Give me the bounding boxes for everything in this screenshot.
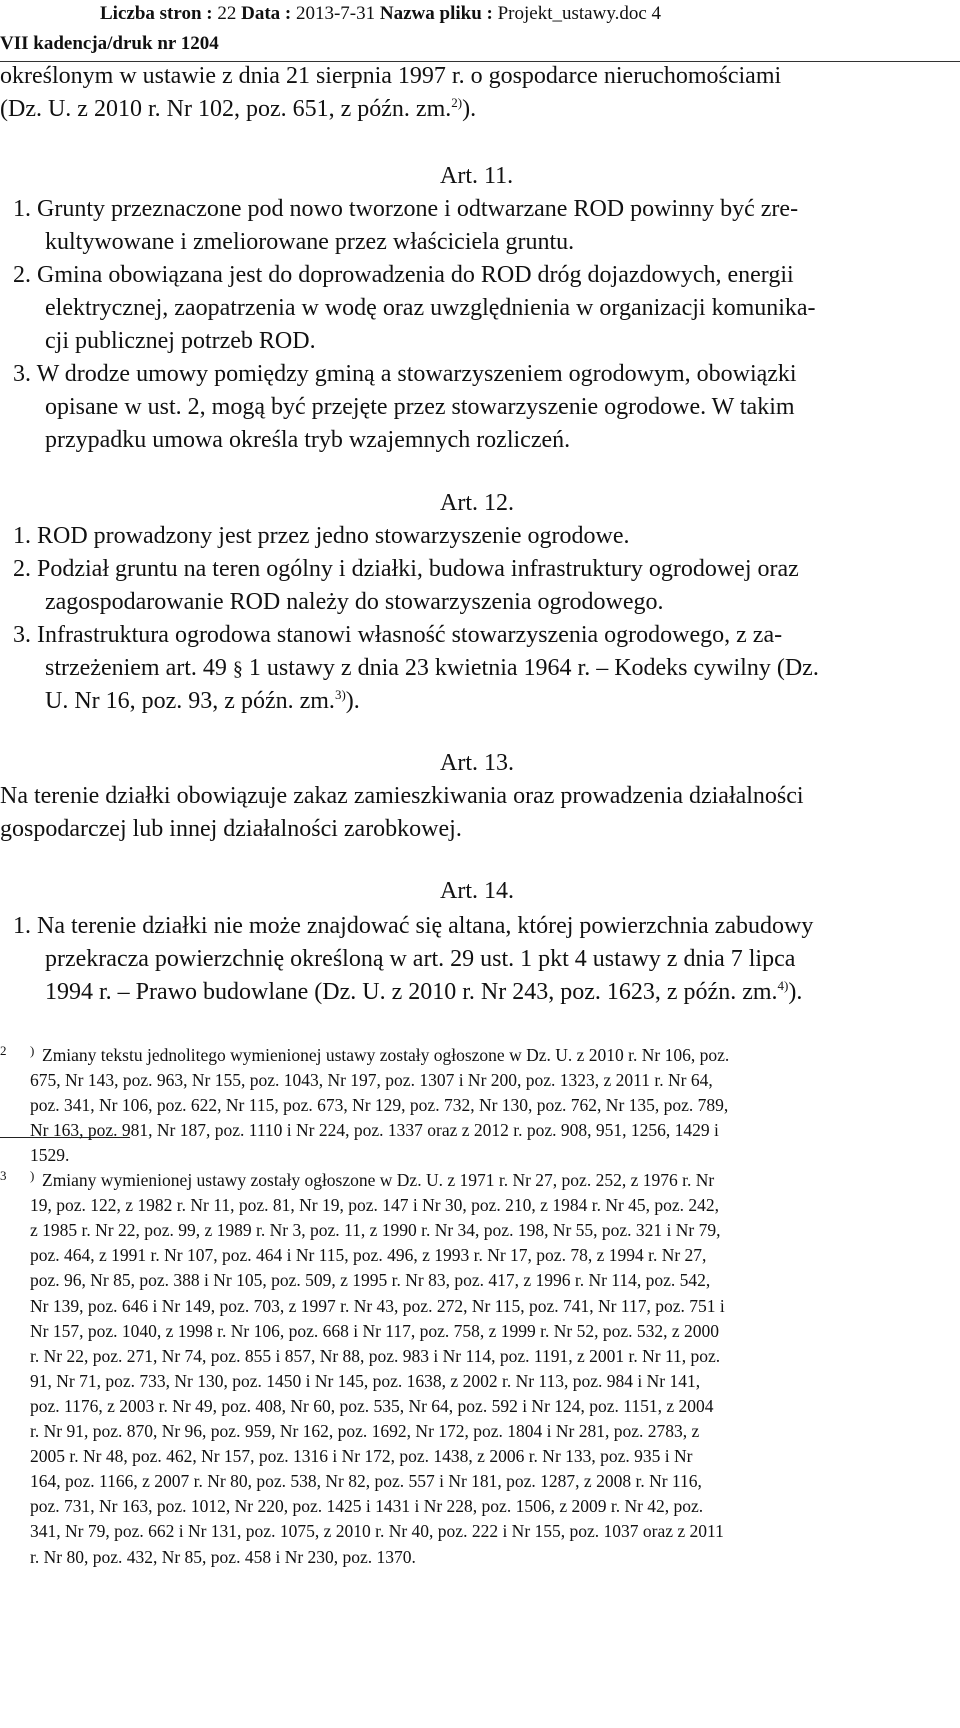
fn2-line: 675, Nr 143, poz. 963, Nr 155, poz. 1043, Nr 197, poz. 1307 i Nr 200, poz. 1323, z 2011 r. Nr 64,: [30, 1070, 713, 1091]
art11-para1-line1: 1. Grunty przeznaczone pod nowo tworzone i odtwarzane ROD powinny być zre-: [13, 196, 799, 222]
fn3-line: poz. 731, Nr 163, poz. 1012, Nr 220, poz. 1425 i 1431 i Nr 228, poz. 1506, z 2009 r. Nr 42, poz.: [30, 1496, 704, 1517]
fn2-line: Zmiany tekstu jednolitego wymienionej ustawy zostały ogłoszone w Dz. U. z 2010 r. Nr 106, poz.: [42, 1045, 730, 1065]
fn3-line: Nr 157, poz. 1040, z 1998 r. Nr 106, poz. 668 i Nr 117, poz. 758, z 1999 r. Nr 52, poz. 532, z 2000: [30, 1320, 720, 1341]
fn3-line: 164, poz. 1166, z 2007 r. Nr 80, poz. 538, Nr 82, poz. 557 i Nr 181, poz. 1287, z 2008 r. Nr 116,: [30, 1471, 702, 1492]
fn2-line: poz. 341, Nr 106, poz. 622, Nr 115, poz. 673, Nr 129, poz. 732, Nr 130, poz. 762, Nr 135, poz. 789,: [30, 1095, 729, 1116]
art11-para3-line1: 3. W drodze umowy pomiędzy gminą a stowarzyszeniem ogrodowym, obowiązki: [13, 361, 797, 387]
fn2-line: 1529.: [30, 1145, 70, 1166]
fn3-line: poz. 1176, z 2003 r. Nr 49, poz. 408, Nr 60, poz. 535, Nr 64, poz. 592 i Nr 124, poz. 1151, z 2004: [30, 1395, 714, 1416]
art12-para3-line1: 3. Infrastruktura ogrodowa stanowi własność stowarzyszenia ogrodowego, z za-: [13, 622, 783, 648]
footnote-2-paren: ): [30, 1043, 35, 1058]
article-12-title: Art. 12.: [440, 490, 514, 516]
date-value: 2013-7-31: [295, 3, 376, 24]
fn2-line: Nr 163, poz. 981, Nr 187, poz. 1110 i Nr 224, poz. 1337 oraz z 2012 r. poz. 908, 951, 1256, 1429 i: [30, 1120, 719, 1141]
fn3-line: 341, Nr 79, poz. 662 i Nr 131, poz. 1075, z 2010 r. Nr 40, poz. 222 i Nr 155, poz. 1037 oraz z 2011: [30, 1521, 724, 1542]
footnote-3-paren: ): [30, 1168, 35, 1183]
art14-line3: 1994 r. – Prawo budowlane (Dz. U. z 2010 r. Nr 243, poz. 1623, z późn. zm.$^{4)}$).: [45, 978, 803, 1005]
article-11-title: Art. 11.: [440, 163, 514, 189]
fn3-line: 91, Nr 71, poz. 733, Nr 130, poz. 1450 i Nr 145, poz. 1638, z 2002 r. Nr 113, poz. 984 i Nr 141,: [30, 1370, 701, 1391]
page-header-meta: [100, 3, 661, 25]
print-reference: VII kadencja/druk nr 1204: [0, 33, 219, 54]
fn3-line: poz. 96, Nr 85, poz. 388 i Nr 105, poz. 509, z 1995 r. Nr 83, poz. 417, z 1996 r. Nr 114, poz. 542,: [30, 1270, 711, 1291]
filename-value: Projekt_ustawy.doc: [497, 3, 647, 24]
page-number: 4: [651, 3, 662, 24]
art11-para3-line3: przypadku umowa określa tryb wzajemnych rozliczeń.: [45, 427, 571, 453]
fn3-line: r. Nr 80, poz. 432, Nr 85, poz. 458 i Nr 230, poz. 1370.: [30, 1546, 416, 1567]
art14-line2: przekracza powierzchnię określoną w art. 29 ust. 1 pkt 4 ustawy z dnia 7 lipca: [45, 946, 796, 972]
pages-value: 22: [217, 3, 237, 24]
fn3-line: z 1985 r. Nr 22, poz. 99, z 1989 r. Nr 3, poz. 11, z 1990 r. Nr 34, poz. 198, Nr 55, poz. 321 i Nr 79,: [30, 1220, 721, 1241]
art11-para3-line2: opisane w ust. 2, mogą być przejęte przez stowarzyszenie ogrodowe. W takim: [45, 394, 795, 420]
fn3-line: r. Nr 91, poz. 870, Nr 96, poz. 959, Nr 162, poz. 1692, Nr 172, poz. 1804 i Nr 281, poz. 2783, z: [30, 1421, 700, 1441]
art12-para2-line2: zagospodarowanie ROD należy do stowarzyszenia ogrodowego.: [45, 589, 664, 615]
fn3-line: poz. 464, z 1991 r. Nr 107, poz. 464 i Nr 115, poz. 496, z 1993 r. Nr 17, poz. 78, z 1994 r. Nr 27,: [30, 1245, 707, 1266]
art12-para2-line1: 2. Podział gruntu na teren ogólny i działki, budowa infrastruktury ogrodowej oraz: [13, 556, 799, 582]
fn3-line: 19, poz. 122, z 1982 r. Nr 11, poz. 81, Nr 19, poz. 147 i Nr 30, poz. 210, z 1984 r. Nr 45, poz. 242,: [30, 1195, 720, 1216]
art13-line2: gospodarczej lub innej działalności zarobkowej.: [0, 816, 462, 842]
intro-line-2: (Dz. U. z 2010 r. Nr 102, poz. 651, z późn. zm.$^{2)}$).: [0, 95, 477, 122]
art11-para2-line1: 2. Gmina obowiązana jest do doprowadzenia do ROD dróg dojazdowych, energii: [13, 262, 794, 288]
intro-line-1: określonym w ustawie z dnia 21 sierpnia 1997 r. o gospodarce nieruchomościami: [0, 63, 782, 89]
art11-para2-line3: cji publicznej potrzeb ROD.: [45, 328, 316, 354]
fn3-line: Nr 139, poz. 646 i Nr 149, poz. 703, z 1997 r. Nr 43, poz. 272, Nr 115, poz. 741, Nr 117, poz. 751 i: [30, 1295, 725, 1316]
fn3-line: Zmiany wymienionej ustawy zostały ogłoszone w Dz. U. z 1971 r. Nr 27, poz. 252, z 1976 r. Nr: [42, 1170, 715, 1190]
article-13-title: Art. 13.: [440, 750, 514, 776]
art11-para1-line2: kultywowane i zmeliorowane przez właściciela gruntu.: [45, 229, 575, 255]
date-label: Data :: [241, 3, 292, 24]
section-sign: §: [232, 658, 243, 680]
art13-line1: Na terenie działki obowiązuje zakaz zamieszkiwania oraz prowadzenia działalności: [0, 783, 804, 809]
article-14-title: Art. 14.: [440, 878, 514, 904]
fn3-line: 2005 r. Nr 48, poz. 462, Nr 157, poz. 1316 i Nr 172, poz. 1438, z 2006 r. Nr 133, poz. 935 i Nr: [30, 1446, 693, 1467]
filename-label: Nazwa pliku :: [379, 3, 493, 24]
art11-para2-line2: elektrycznej, zaopatrzenia w wodę oraz uwzględnienia w organizacji komunika-: [45, 295, 816, 321]
footnote-3-number: 3: [0, 1168, 7, 1183]
pages-label: Liczba stron :: [100, 3, 213, 24]
fn3-line: r. Nr 22, poz. 271, Nr 74, poz. 855 i 857, Nr 88, poz. 983 i Nr 114, poz. 1191, z 2001 r. Nr 11, poz.: [30, 1345, 721, 1366]
art12-para3-line3: U. Nr 16, poz. 93, z późn. zm.$^{3)}$).: [45, 687, 360, 714]
art12-para1: 1. ROD prowadzony jest przez jedno stowarzyszenie ogrodowe.: [13, 523, 630, 549]
footnote-2-number: 2: [0, 1043, 7, 1058]
art14-line1: 1. Na terenie działki nie może znajdować się altana, której powierzchnia zabudowy: [13, 913, 814, 939]
art12-para3-line2: strzeżeniem art. 49 § 1 ustawy z dnia 23 kwietnia 1964 r. – Kodeks cywilny (Dz.: [45, 655, 819, 681]
